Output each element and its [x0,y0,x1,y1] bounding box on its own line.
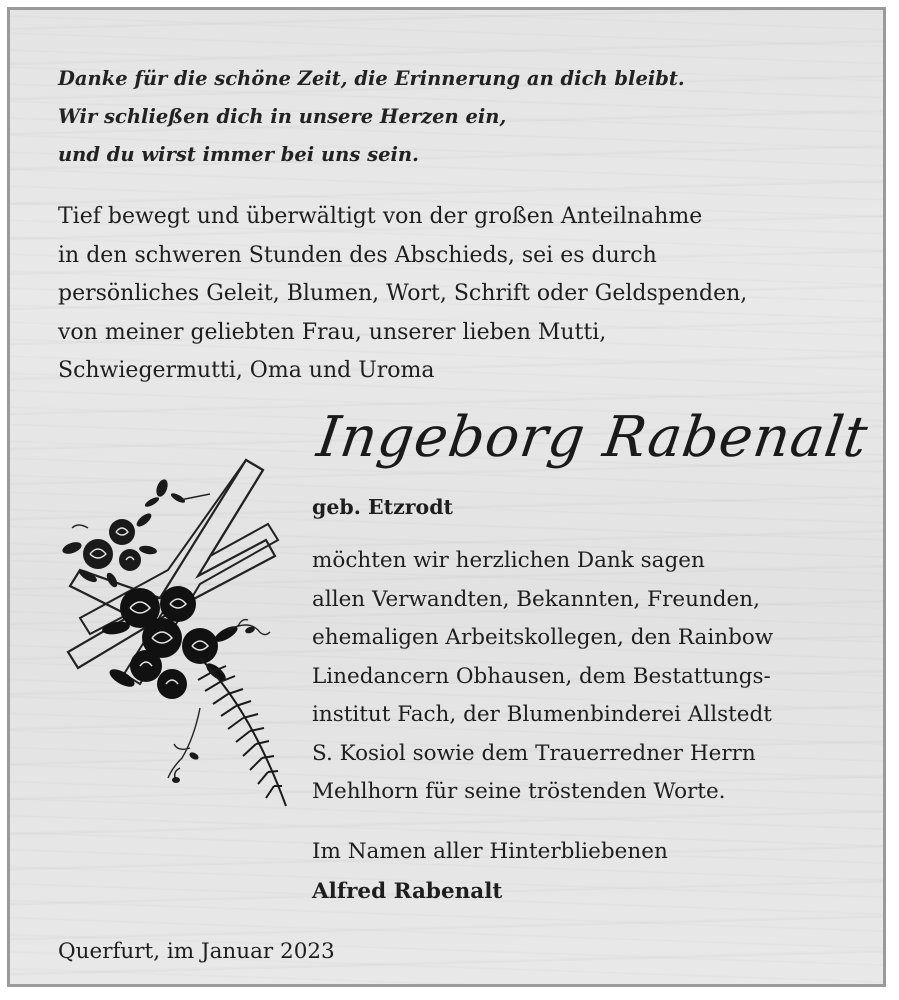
thanks-line: S. Kosiol sowie dem Trauerredner Herrn [312,740,756,766]
intro-paragraph [58,198,747,391]
thanks-line: institut Fach, der Blumenbinderei Allstedt [312,702,772,727]
intro-line: von meiner geliebten Frau, unserer lieben Mutti, [58,319,607,345]
thanks-line: ehemaligen Arbeitskollegen, den Rainbow [312,625,774,650]
intro-line: in den schweren Stunden des Abschieds, sei es durch [58,242,657,268]
thanks-line: allen Verwandten, Bekannten, Freunden, [312,586,760,612]
on-behalf-text: Im Namen aller Hinterbliebenen [312,839,668,864]
intro-line: Schwiegermutti, Oma und Uroma [58,358,435,383]
poem [58,60,685,174]
thanks-line: Mehlhorn für seine tröstenden Worte. [312,779,726,804]
obituary-card [7,7,886,987]
poem-line: und du wirst immer bei uns sein. [58,143,419,166]
thanks-line: Linedancern Obhausen, dem Bestattungs- [312,663,771,689]
poem-line: Danke für die schöne Zeit, die Erinnerung an dich bleibt. [58,67,685,90]
deceased-name: Ingeborg Rabenalt [313,405,873,470]
signer-name: Alfred Rabenalt [312,879,503,904]
signoff [312,832,668,912]
thanks-line: möchten wir herzlichen Dank sagen [312,548,705,573]
intro-line: Tief bewegt und überwältigt von der großen Anteilnahme [58,204,703,229]
place-date: Querfurt, im Januar 2023 [58,939,335,964]
intro-line: persönliches Geleit, Blumen, Wort, Schrift oder Geldspenden, [58,281,748,306]
thanks-paragraph [312,542,773,812]
maiden-name: geb. Etzrodt [312,495,453,519]
poem-line: Wir schließen dich in unsere Herzen ein, [58,105,507,128]
cross-with-roses-icon [50,458,300,813]
